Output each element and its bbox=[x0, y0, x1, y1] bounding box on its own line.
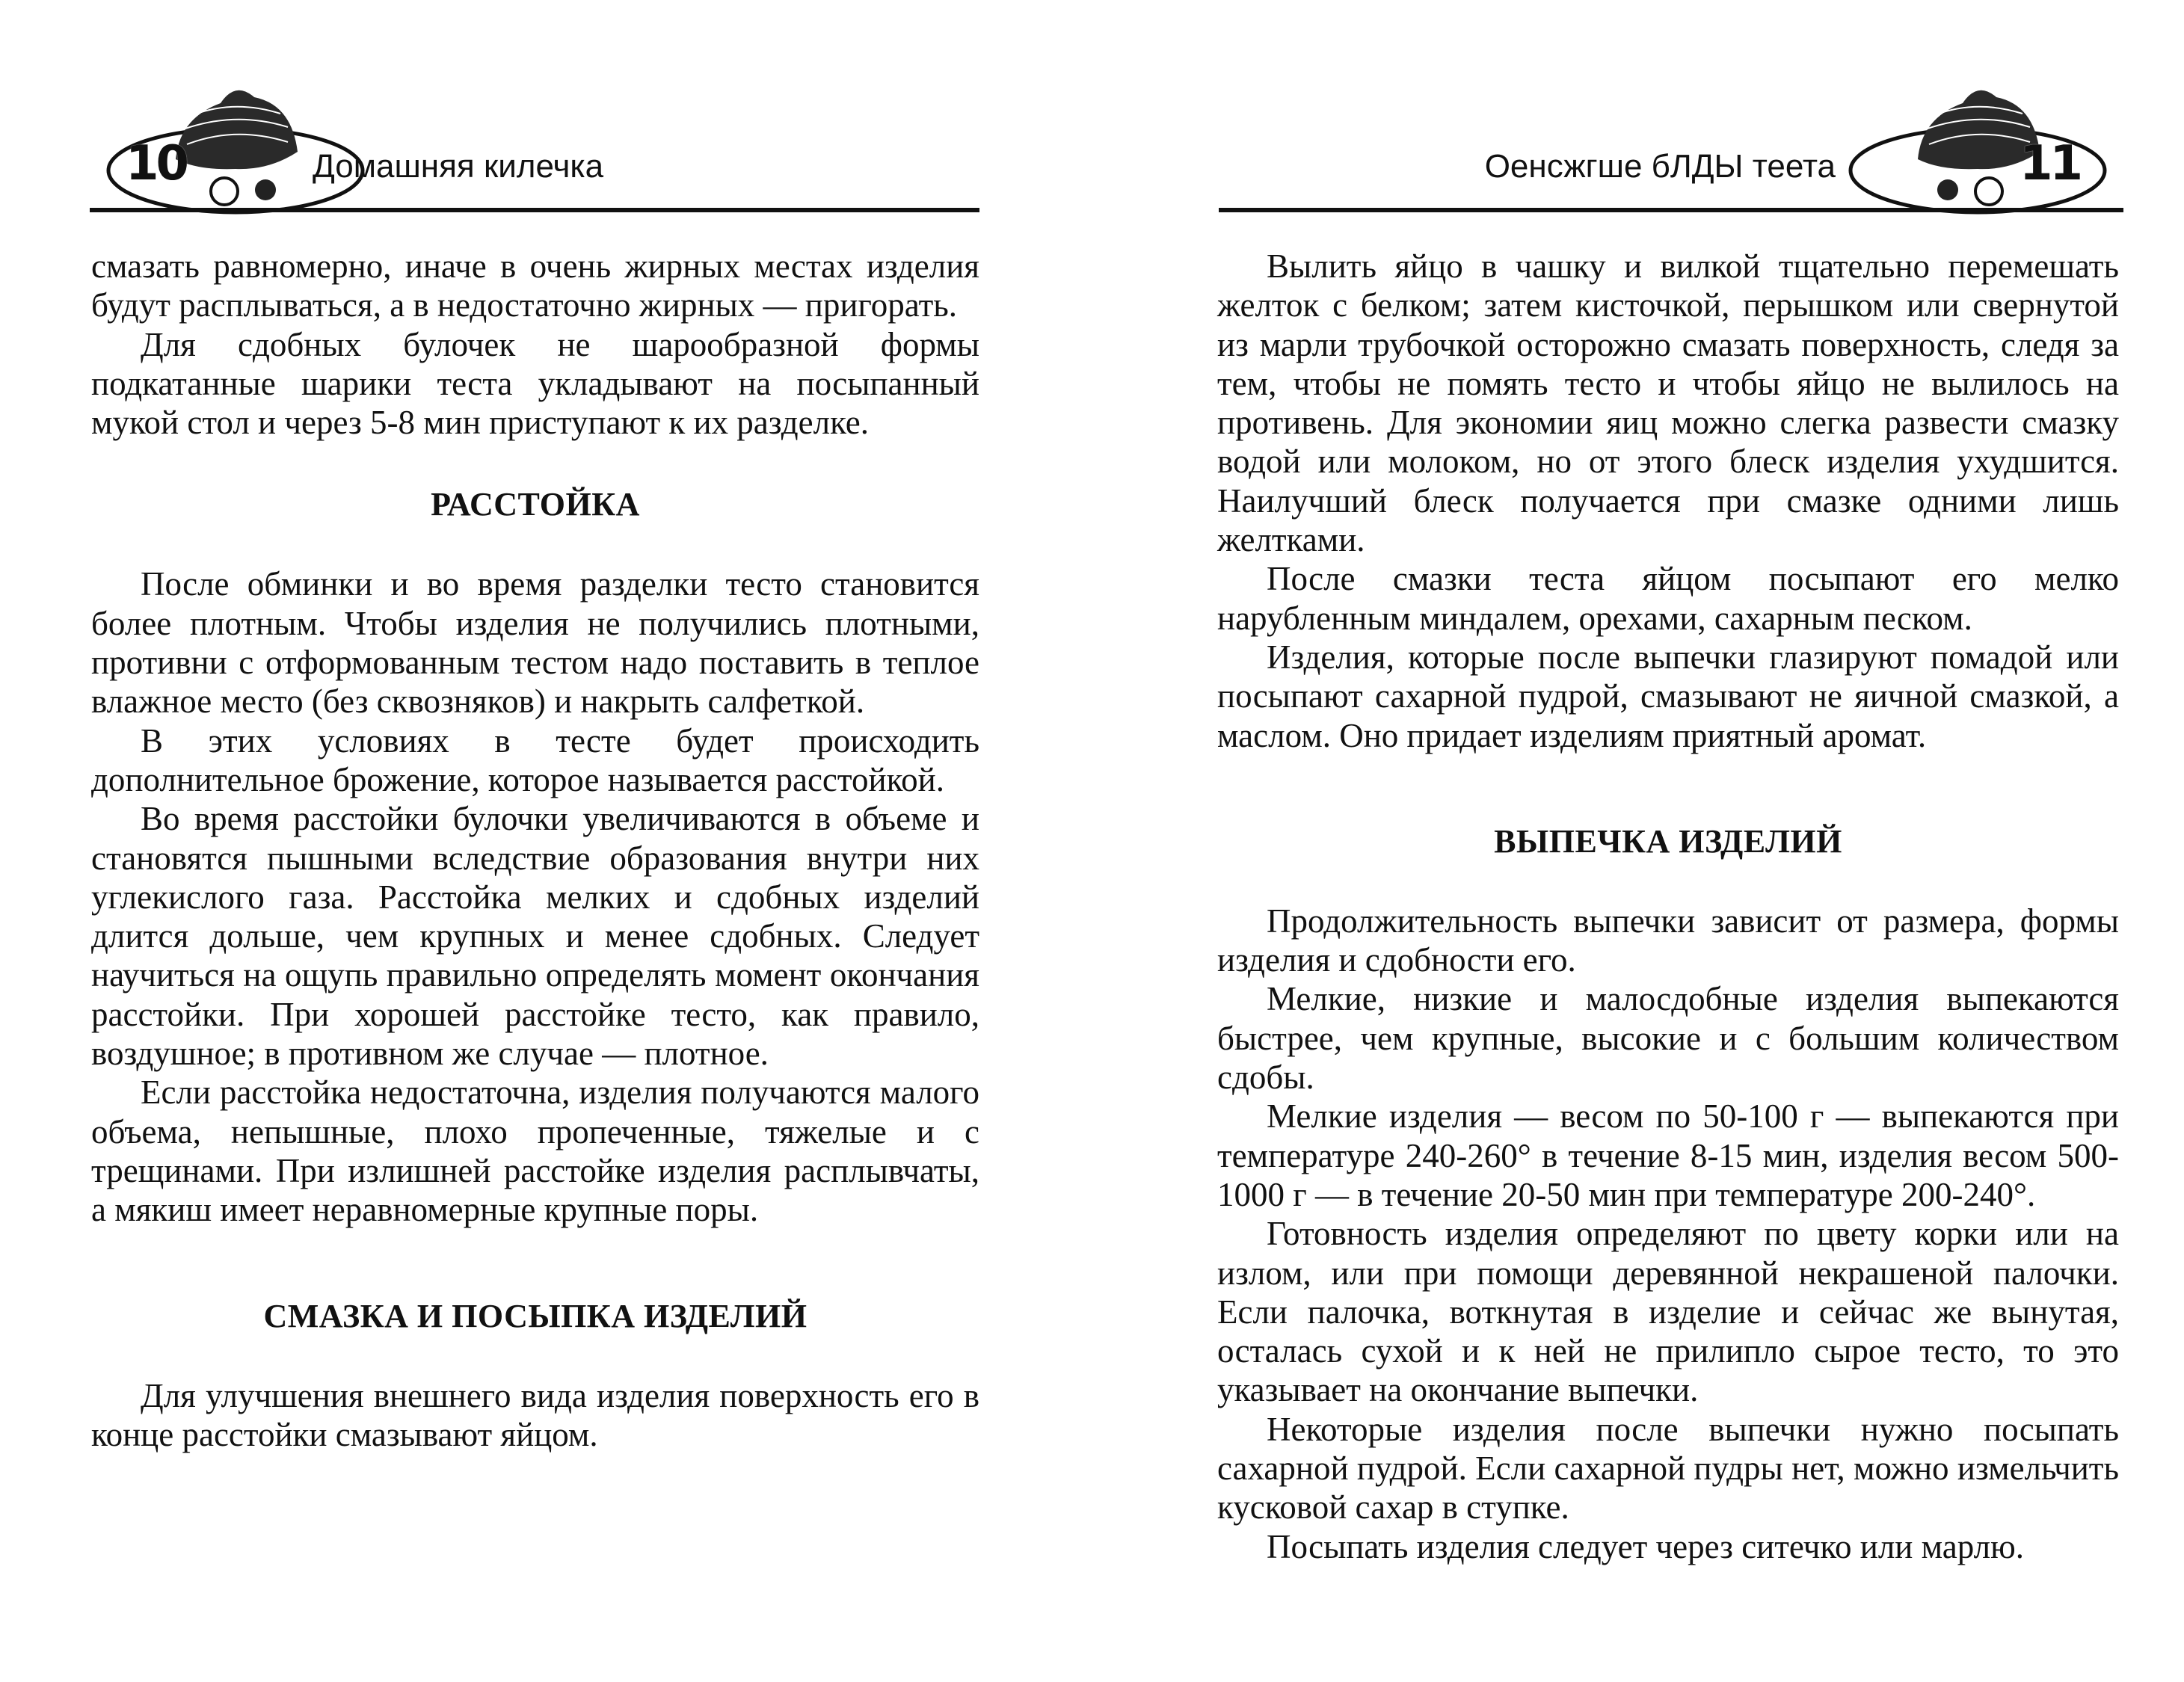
paragraph: После смазки теста яйцом посыпают его мелко нарубленным миндалем, орехами, сахарным песком. bbox=[1217, 560, 2119, 637]
left-page-body bbox=[91, 247, 979, 1454]
paragraph: Для сдобных булочек не шарообразной формы подкатанные шарики теста укладывают на посыпанный мукой стол и через 5-8 мин приступают к их разделке. bbox=[91, 325, 979, 442]
left-page-header bbox=[90, 90, 979, 217]
paragraph: После обминки и во время разделки тесто становится более плотным. Чтобы изделия не получились плотными, противни с отформованным тестом надо поставить в теплое влажное место (без сквозняков) и накрыть салфеткой. bbox=[91, 565, 979, 721]
section-heading-vypechka: ВЫПЕЧКА ИЗДЕЛИЙ bbox=[1494, 822, 1842, 860]
paragraph: Мелкие изделия — весом по 50-100 г — выпекаются при температуре 240-260° в течение 8-15 мин, изделия весом 500-1000 г — в течение 20-50 мин при температуре 200-240°. bbox=[1217, 1097, 2119, 1213]
paragraph: Готовность изделия определяют по цвету корки или на излом, или при помощи деревянной некрашеной палочки. Если палочка, воткнутая в изделие и сейчас же вынутая, осталась сухой и к ней не прилипло сырое тесто, то это указывает на окончание выпечки. bbox=[1217, 1215, 2119, 1409]
right-page-header bbox=[1219, 90, 2123, 217]
paragraph: Продолжительность выпечки зависит от размера, формы изделия и сдобности его. bbox=[1217, 902, 2119, 979]
right-page bbox=[1092, 0, 2184, 1682]
right-page-body bbox=[1217, 247, 2119, 1566]
paragraph: Изделия, которые после выпечки глазируют помадой или посыпают сахарной пудрой, смазывают не яичной смазкой, а маслом. Оно придает изделиям приятный аромат. bbox=[1217, 638, 2119, 754]
paragraph: Посыпать изделия следует через ситечко или марлю. bbox=[1267, 1527, 2024, 1565]
paragraph: Во время расстойки булочки увеличиваются в объеме и становятся пышными вследствие образования внутри них углекислого газа. Расстойка мелких и сдобных изделий длится дольше, чем крупных и менее сдобных. Следует научиться на ощупь правильно определять момент окончания расстойки. При хорошей расстойке тесто, как правило, воздушное; в противном же случае — плотное. bbox=[91, 800, 979, 1073]
paragraph: Для улучшения внешнего вида изделия поверхность его в конце расстойки смазывают яйцом. bbox=[91, 1376, 979, 1453]
section-heading-smazka: СМАЗКА И ПОСЫПКА ИЗДЕЛИЙ bbox=[263, 1297, 808, 1334]
paragraph: Мелкие, низкие и малосдобные изделия выпекаются быстрее, чем крупные, высокие и с большим количеством сдобы. bbox=[1217, 980, 2119, 1097]
running-title: Оенсжгше бЛДЫ теета bbox=[1484, 148, 1836, 185]
header-rule bbox=[90, 208, 979, 212]
paragraph: Вылить яйцо в чашку и вилкой тщательно перемешать желток с белком; затем кисточкой, перышком или свернутой из марли трубочкой осторожно смазать поверхность, следя за тем, чтобы не помять тесто и чтобы яйцо не вылилось на противень. Для экономии яиц можно слегка развести смазку водой или молоком, но от этого блеск изделия ухудшится. Наилучший блеск получается при смазке одними лишь желтками. bbox=[1217, 247, 2119, 559]
continued-paragraph: смазать равномерно, иначе в очень жирных местах изделия будут расплываться, а в недостаточно жирных — пригорать. bbox=[91, 247, 979, 324]
running-title: Домашняя килечка bbox=[313, 148, 604, 185]
page-number: 10 bbox=[126, 136, 187, 191]
section-heading-rasstoyka: РАССТОЙКА bbox=[431, 486, 640, 523]
paragraph: В этих условиях в тесте будет происходить дополнительное брожение, которое называется расстойкой. bbox=[91, 721, 979, 798]
page-number: 11 bbox=[2019, 136, 2080, 191]
paragraph: Если расстойка недостаточна, изделия получаются малого объема, непышные, плохо пропеченные, тяжелые и с трещинами. При излишней расстойке изделия расплывчаты, а мякиш имеет неравномерные крупные поры. bbox=[91, 1073, 979, 1229]
header-rule bbox=[1219, 208, 2123, 212]
paragraph: Некоторые изделия после выпечки нужно посыпать сахарной пудрой. Если сахарной пудры нет, можно измельчить кусковой сахар в ступке. bbox=[1217, 1410, 2119, 1527]
